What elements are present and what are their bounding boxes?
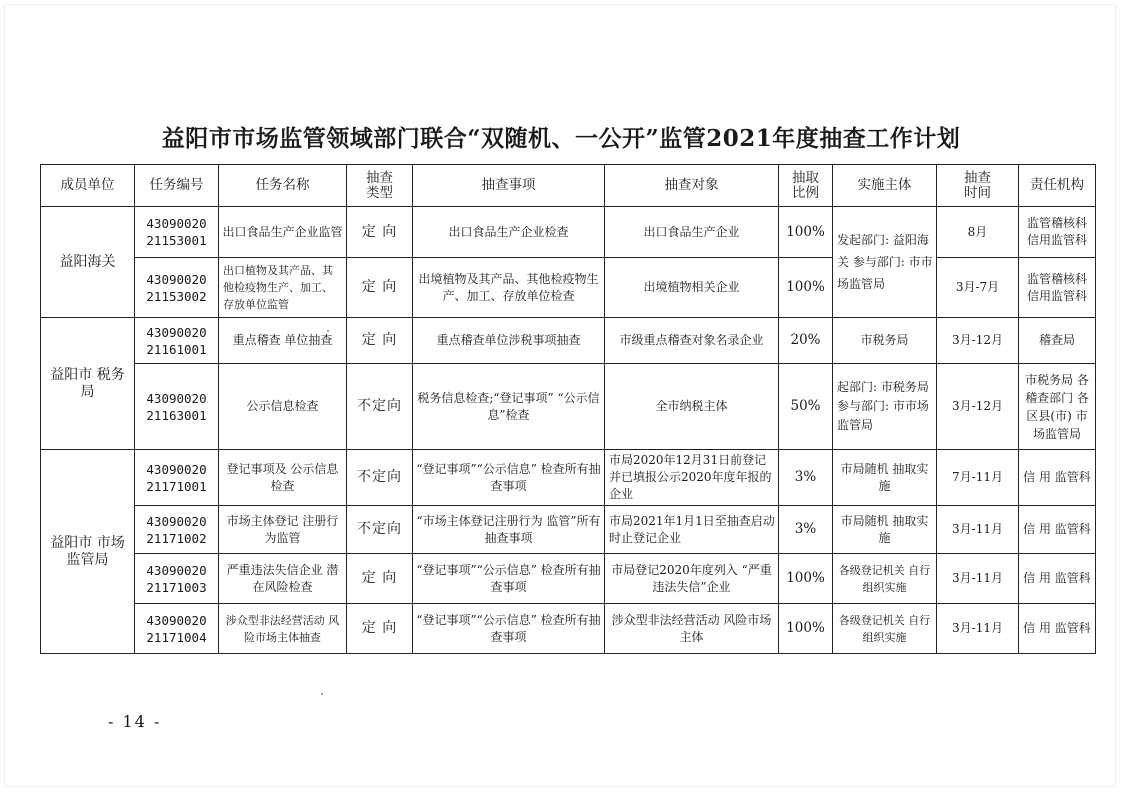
object-cell: 涉众型非法经营活动 风险市场主体: [605, 604, 779, 654]
header-task-name: 任务名称: [219, 165, 347, 207]
task-no-cell: [135, 506, 219, 554]
header-exec: 实施主体: [833, 165, 937, 207]
header-time: [937, 165, 1019, 207]
task-no-line1: 43090020: [146, 461, 207, 477]
inspection-plan-table: [40, 164, 1096, 654]
object-cell: 全市纳税主体: [605, 364, 779, 450]
item-cell: 出境植物及其产品、其他检疫物生产、加工、存放单位检查: [413, 258, 605, 318]
table-header-row: [41, 165, 1096, 207]
org-cell: 信 用 监管科: [1019, 604, 1096, 654]
type-cell: 定 向: [347, 258, 413, 318]
task-name-cell: 出口植物及其产品、其他检疫物生产、加工、存放单位监管: [219, 258, 347, 318]
header-ratio-text: 抽取比例: [792, 169, 819, 201]
exec-cell: 起部门: 市税务局 参与部门: 市市场监管局: [833, 364, 937, 450]
type-cell: 定 向: [347, 554, 413, 604]
unit-cell: 益阳海关: [41, 207, 135, 318]
time-cell: 3月-12月: [937, 318, 1019, 364]
ratio-cell: 100%: [779, 258, 833, 318]
task-no-line1: 43090020: [146, 562, 207, 578]
item-cell: 重点稽查单位涉税事项抽查: [413, 318, 605, 364]
header-object: 抽查对象: [605, 165, 779, 207]
ratio-cell: 20%: [779, 318, 833, 364]
object-cell: 市级重点稽查对象名录企业: [605, 318, 779, 364]
page-number: - 14 -: [108, 712, 162, 731]
task-no-line2: 21171001: [146, 478, 207, 494]
type-cell: 定 向: [347, 207, 413, 258]
table-row: [41, 554, 1096, 604]
task-no-line2: 21153001: [146, 233, 207, 248]
org-cell: 市税务局 各稽查部门 各区县(市) 市场监管局: [1019, 364, 1096, 450]
task-no-line2: 21163001: [146, 407, 207, 423]
task-no-cell: [135, 604, 219, 654]
time-cell: 3月-7月: [937, 258, 1019, 318]
time-cell: 3月-11月: [937, 506, 1019, 554]
type-cell: 定 向: [347, 318, 413, 364]
exec-cell: 发起部门: 益阳海关 参与部门: 市市场监管局: [833, 207, 937, 318]
task-name-cell: 登记事项及 公示信息检查: [219, 450, 347, 506]
org-cell: 监管稽核科 信用监管科: [1019, 207, 1096, 258]
type-cell: 定 向: [347, 604, 413, 654]
item-cell: 税务信息检查;“登记事项” “公示信息”检查: [413, 364, 605, 450]
org-cell: 监管稽核科 信用监管科: [1019, 258, 1096, 318]
org-cell: 信 用 监管科: [1019, 450, 1096, 506]
ratio-cell: 3%: [779, 506, 833, 554]
exec-cell: 市局随机 抽取实施: [833, 506, 937, 554]
task-no-cell: [135, 318, 219, 364]
object-cell: 市局2021年1月1日至抽查启动时止登记企业: [605, 506, 779, 554]
table-row: [41, 506, 1096, 554]
time-cell: 8月: [937, 207, 1019, 258]
table-row: [41, 364, 1096, 450]
header-time-text: 抽查时间: [964, 169, 991, 201]
task-no-line1: 43090020: [146, 390, 207, 406]
task-no-line1: 43090020: [146, 612, 207, 628]
ratio-cell: 100%: [779, 554, 833, 604]
object-cell: 市局2020年12月31日前登记并已填报公示2020年度年报的企业: [605, 450, 779, 506]
time-cell: 7月-11月: [937, 450, 1019, 506]
ratio-cell: 100%: [779, 207, 833, 258]
page-title: 益阳市市场监管领域部门联合“双随机、一公开”监管2021年度抽查工作计划: [161, 125, 961, 152]
task-no-cell: [135, 258, 219, 318]
task-name-cell: 重点稽查 单位抽查: [219, 318, 347, 364]
item-cell: “登记事项”“公示信息” 检查所有抽查事项: [413, 554, 605, 604]
object-cell: 出境植物相关企业: [605, 258, 779, 318]
item-cell: “登记事项”“公示信息” 检查所有抽查事项: [413, 450, 605, 506]
ratio-cell: 3%: [779, 450, 833, 506]
table-row: [41, 318, 1096, 364]
header-ratio: [779, 165, 833, 207]
task-no-line2: 21171002: [146, 530, 207, 546]
task-name-cell: 公示信息检查: [219, 364, 347, 450]
task-no-cell: [135, 364, 219, 450]
task-no-line1: 43090020: [146, 324, 207, 340]
table-row: [41, 604, 1096, 654]
org-cell: 信 用 监管科: [1019, 506, 1096, 554]
task-no-line2: 21171004: [146, 629, 207, 645]
table-row: [41, 207, 1096, 258]
type-cell: 不定向: [347, 364, 413, 450]
task-no-line2: 21161001: [146, 341, 207, 357]
ratio-cell: 100%: [779, 604, 833, 654]
task-no-line1: 43090020: [146, 216, 207, 231]
unit-cell: 益阳市 市场监管局: [41, 450, 135, 654]
item-cell: 出口食品生产企业检查: [413, 207, 605, 258]
task-no-line1: 43090020: [146, 513, 207, 529]
task-no-line2: 21153002: [146, 288, 207, 304]
task-no-line2: 21171003: [146, 579, 207, 595]
task-no-cell: [135, 450, 219, 506]
time-cell: 3月-11月: [937, 554, 1019, 604]
exec-cell: 各级登记机关 自行组织实施: [833, 554, 937, 604]
table-row: [41, 450, 1096, 506]
header-item: 抽查事项: [413, 165, 605, 207]
scan-speck: [321, 693, 323, 695]
unit-cell: 益阳市 税务局: [41, 318, 135, 450]
header-type: [347, 165, 413, 207]
exec-cell: 市税务局: [833, 318, 937, 364]
type-cell: 不定向: [347, 450, 413, 506]
org-cell: 信 用 监管科: [1019, 554, 1096, 604]
task-no-cell: [135, 207, 219, 258]
table-row: [41, 258, 1096, 318]
exec-cell: 各级登记机关 自行组织实施: [833, 604, 937, 654]
ratio-cell: 50%: [779, 364, 833, 450]
task-no-cell: [135, 554, 219, 604]
time-cell: 3月-12月: [937, 364, 1019, 450]
object-cell: 市局登记2020年度列入 “严重违法失信”企业: [605, 554, 779, 604]
object-cell: 出口食品生产企业: [605, 207, 779, 258]
task-name-cell: 严重违法失信企业 潜在风险检查: [219, 554, 347, 604]
org-cell: 稽查局: [1019, 318, 1096, 364]
header-unit: 成员单位: [41, 165, 135, 207]
scan-speck: [327, 330, 329, 332]
task-name-cell: 涉众型非法经营活动 风险市场主体抽查: [219, 604, 347, 654]
task-name-cell: 市场主体登记 注册行为监管: [219, 506, 347, 554]
task-no-line1: 43090020: [146, 271, 207, 287]
item-cell: “登记事项”“公示信息” 检查所有抽查事项: [413, 604, 605, 654]
item-cell: “市场主体登记注册行为 监管”所有抽查事项: [413, 506, 605, 554]
time-cell: 3月-11月: [937, 604, 1019, 654]
task-name-cell: 出口食品生产企业监管: [219, 207, 347, 258]
exec-cell: 市局随机 抽取实施: [833, 450, 937, 506]
type-cell: 不定向: [347, 506, 413, 554]
header-type-text: 抽查类型: [366, 169, 393, 201]
header-task-no: 任务编号: [135, 165, 219, 207]
header-org: 责任机构: [1019, 165, 1096, 207]
